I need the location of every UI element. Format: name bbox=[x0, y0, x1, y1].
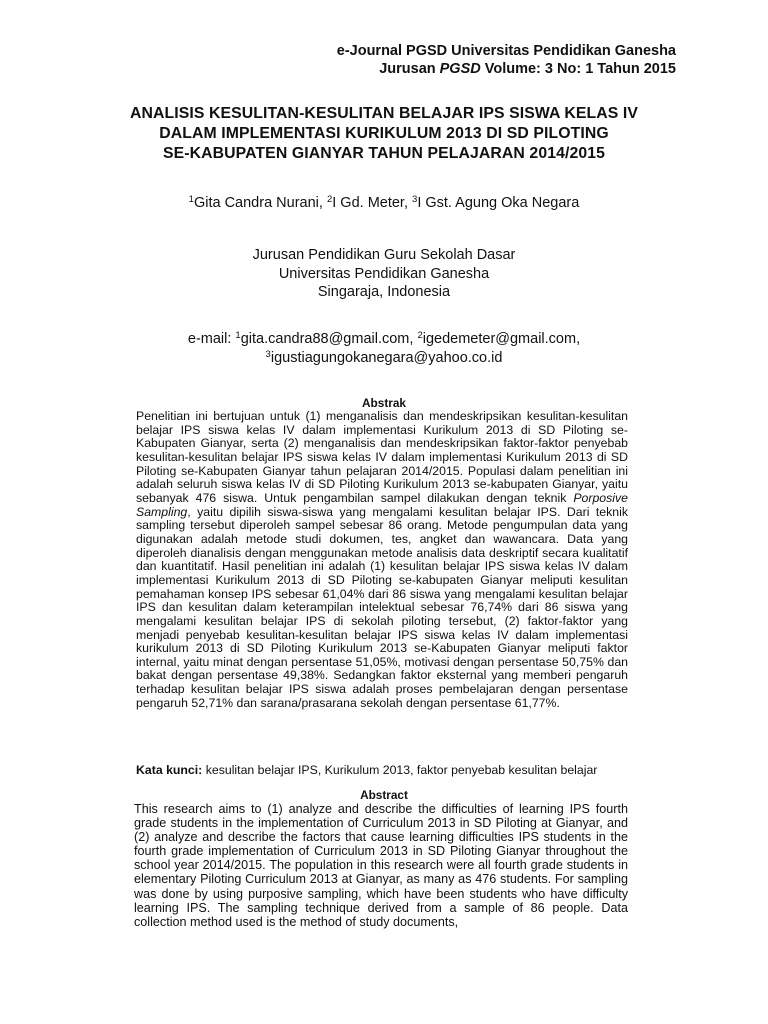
email-3: igustiagungokanegara@yahoo.co.id bbox=[270, 350, 503, 366]
abstrak-heading: Abstrak bbox=[362, 396, 406, 410]
affiliation-university: Universitas Pendidikan Ganesha bbox=[278, 265, 490, 282]
abstrak-body: Penelitian ini bertujuan untuk (1) menganalisis dan mendeskripsikan kesulitan-kesulitan belajar IPS siswa kelas IV dalam implementasi Kurikulum 2013 di SD Piloting se-Kabupaten Gianyar, serta (2) menganalisis dan mendeskripsikan faktor-faktor penyebab kesulitan-kesulitan belajar IPS siswa kelas IV dalam implementasi Kurikulum 2013 di SD Piloting se-Kabupaten Gianyar tahun pelajaran 2014/2015. Populasi dalam penelitian ini adalah seluruh siswa kelas IV di SD Piloting Kurikulum 2013 se-kabupaten Gianyar, yaitu sebanyak 476 siswa. Untuk pengambilan sampel dilakukan dengan teknik Porposive Sampling, yaitu dipilih siswa-siswa yang mengalami kesulitan belajar IPS. Dari teknik sampling tersebut diperoleh sampel sebesar 86 orang. Metode pengumpulan data yang digunakan adalah metode studi dokumen, tes, angket dan wawancara. Data yang diperoleh dianalisis dengan menggunakan metode analisis data deskriptif secara kualitatif dan kuantitatif. Hasil penelitian ini adalah (1) kesulitan belajar IPS siswa kelas IV dalam implementasi Kurikulum 2013 di SD Piloting se-kabupaten Gianyar meliputi kesulitan pemahaman konsep IPS sebesar 61,04% dari 86 siswa yang mengalami kesulitan belajar IPS dan kesulitan dalam keterampilan intelektual sebesar 76,74% dari 86 siswa yang mengalami kesulitan belajar IPS di sekolah piloting tersebut, (2) faktor-faktor yang menjadi penyebab kesulitan-kesulitan belajar IPS siswa kelas IV dalam implementasi kurikulum 2013 di SD Piloting Kurikulum 2013 se-Kabupaten Gianyar meliputi faktor internal, yaitu minat dengan persentase 51,05%, motivasi dengan persentase 50,75% dan bakat dengan persentase 49,38%. Sedangkan faktor eksternal yang memberi pengaruh terhadap kesulitan belajar IPS siswa adalah proses pembelajaran dengan persentase pengaruh 52,71% dan sarana/prasarana sekolah dengan persentase 61,77%. bbox=[136, 409, 628, 710]
email-block: e-mail: $^1$gita.candra88@gmail.com, $^2$igedemeter@gmail.com, $^3$igustiagungokanegara@yahoo.co.id bbox=[187, 330, 581, 366]
title-line-2: DALAM IMPLEMENTASI KURIKULUM 2013 DI SD PILOTING bbox=[159, 125, 609, 142]
author-list: $^1$Gita Candra Nurani, $^2$I Gd. Meter, $^3$I Gst. Agung Oka Negara bbox=[188, 194, 580, 211]
paper-title bbox=[80, 104, 688, 164]
keywords-label: Kata kunci: bbox=[136, 763, 203, 777]
email-label: e-mail: bbox=[187, 331, 236, 347]
affiliation-location: Singaraja, Indonesia bbox=[317, 284, 451, 300]
title-line-3: SE-KABUPATEN GIANYAR TAHUN PELAJARAN 2014/2015 bbox=[162, 145, 606, 162]
email-2: igedemeter@gmail.com, bbox=[422, 331, 581, 347]
email-1: gita.candra88@gmail.com, bbox=[240, 331, 418, 347]
affiliation bbox=[80, 246, 688, 302]
author-2: I Gd. Meter, bbox=[332, 195, 413, 211]
author-1: Gita Candra Nurani, bbox=[193, 195, 327, 211]
author-3: I Gst. Agung Oka Negara bbox=[417, 195, 580, 211]
affiliation-department: Jurusan Pendidikan Guru Sekolah Dasar bbox=[252, 247, 516, 263]
journal-name: e-Journal PGSD Universitas Pendidikan Ganesha bbox=[336, 43, 676, 59]
keywords-text: kesulitan belajar IPS, Kurikulum 2013, faktor penyebab kesulitan belajar bbox=[202, 763, 598, 777]
keywords bbox=[136, 763, 656, 777]
journal-volume: Jurusan PGSD Volume: 3 No: 1 Tahun 2015 bbox=[379, 61, 676, 77]
abstract-heading: Abstract bbox=[360, 788, 408, 802]
title-line-1: ANALISIS KESULITAN-KESULITAN BELAJAR IPS SISWA KELAS IV bbox=[129, 105, 639, 122]
journal-header bbox=[337, 42, 676, 78]
abstract-body: This research aims to (1) analyze and describe the difficulties of learning IPS fourth grade students in the implementation of Curriculum 2013 in SD Piloting at Gianyar, and (2) analyze and describe the factors that cause learning difficulties IPS students in the fourth grade implementation of Curriculum 2013 in SD Piloting Gianyar throughout the school year 2014/2015. The population in this research were all fourth grade students in elementary Piloting Curriculum 2013 at Gianyar, as many as 476 students. For sampling was done by using purposive sampling, which have been students who have difficulty learning IPS. The sampling technique derived from a sample of 86 people. Data collection method used is the method of study documents, bbox=[134, 802, 628, 929]
